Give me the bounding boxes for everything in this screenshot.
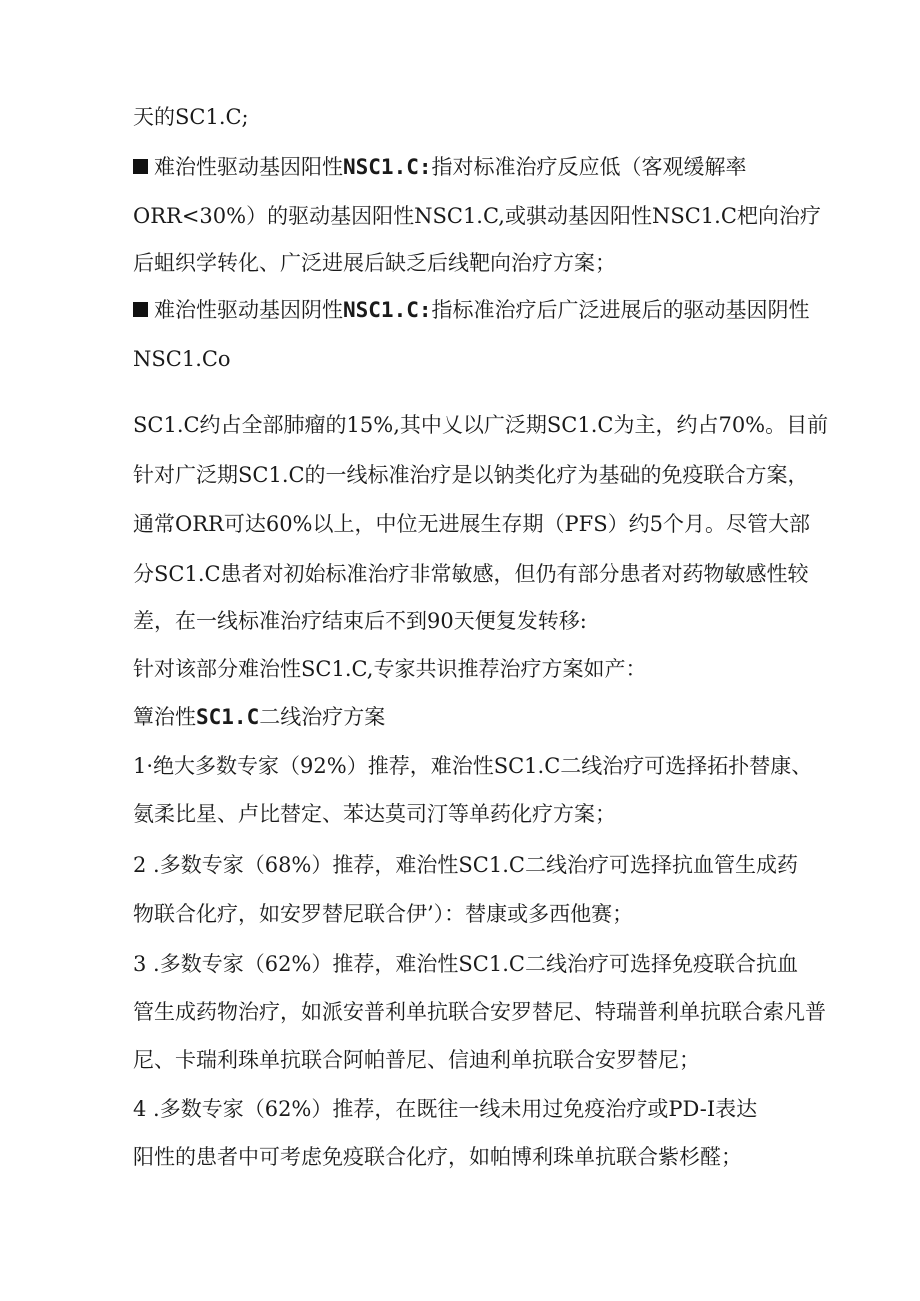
bullet-text: 难治性驱动基因阳性 [154,155,343,179]
list-item-line: 2 .多数专家（68%）推荐，难治性SC1.C二线治疗可选择抗血管生成药 [133,853,798,877]
bullet-term: NSC1.C: [343,298,432,322]
heading-text: 二线治疗方案 [259,705,386,729]
list-item-line: 4 .多数专家（62%）推荐，在既往一线未用过免疫治疗或PD-I表达 [133,1097,758,1121]
heading-text: 簟治性 [133,705,196,729]
text-line: SC1.C约占全部肺瘤的15%,其中乂以广泛期SC1.C为主，约占70%。目前 [133,413,829,437]
bullet-line [133,297,810,323]
bullet-line [133,154,747,180]
text-line: 后蛆织学转化、广泛进展后缺乏后线靶向治疗方案； [133,251,616,275]
bullet-text: 指对标准治疗反应低（客观缓解率 [431,155,747,179]
text-line: NSC1.Co [133,347,231,371]
list-item-line: 管生成药物治疗，如派安普利单抗联合安罗替尼、特瑞普利单抗联合索凡普 [133,1000,826,1024]
list-item-line: 3 .多数专家（62%）推荐，难治性SC1.C二线治疗可选择免疫联合抗血 [133,952,798,976]
text-line: 分SC1.C患者对初始标准治疗非常敏感，但仍有部分患者对药物敏感性较 [133,562,809,586]
list-item-line: 氨柔比星、卢比替定、苯达莫司汀等单药化疗方案； [133,802,616,826]
text-line: ORR<30%）的驱动基因阳性NSC1.C,或骐动基因阳性NSC1.C杷向治疗 [133,204,821,228]
square-bullet-icon [133,159,148,174]
list-item-line: 物联合化疗，如安罗替尼联合伊’）：替康或多西他赛； [133,902,634,926]
bullet-term: NSC1.C: [343,155,432,179]
list-item-line: 阳性的患者中可考虑免疫联合化疗，如帕博利珠单抗联合紫杉醛； [133,1145,742,1169]
list-item-line: 尼、卡瑞利珠单抗联合阿帕普尼、信迪利单抗联合安罗替尼； [133,1048,700,1072]
text-line: 通常ORR可达60%以上，中位无进展生存期（PFS）约5个月。尽管大部 [133,512,810,536]
section-heading [133,704,385,730]
text-line: 天的SC1.C; [133,105,249,129]
text-line: 针对该部分难治性SC1.C,专家共识推荐治疗方案如产： [133,657,647,681]
bullet-text: 难治性驱动基因阴性 [154,298,343,322]
text-line: 差，在一线标准治疗结束后不到90天便复发转移: [133,609,587,633]
square-bullet-icon [133,302,148,317]
list-item-line: 1·绝大多数专家（92%）推荐，难治性SC1.C二线治疗可选择拓扑替康、 [133,754,813,778]
bullet-text: 指标准治疗后广泛进展后的驱动基因阴性 [431,298,810,322]
text-line: 针对广泛期SC1.C的一线标准治疗是以钠类化疗为基础的免疫联合方案， [133,463,809,487]
heading-term: SC1.C [196,705,260,729]
